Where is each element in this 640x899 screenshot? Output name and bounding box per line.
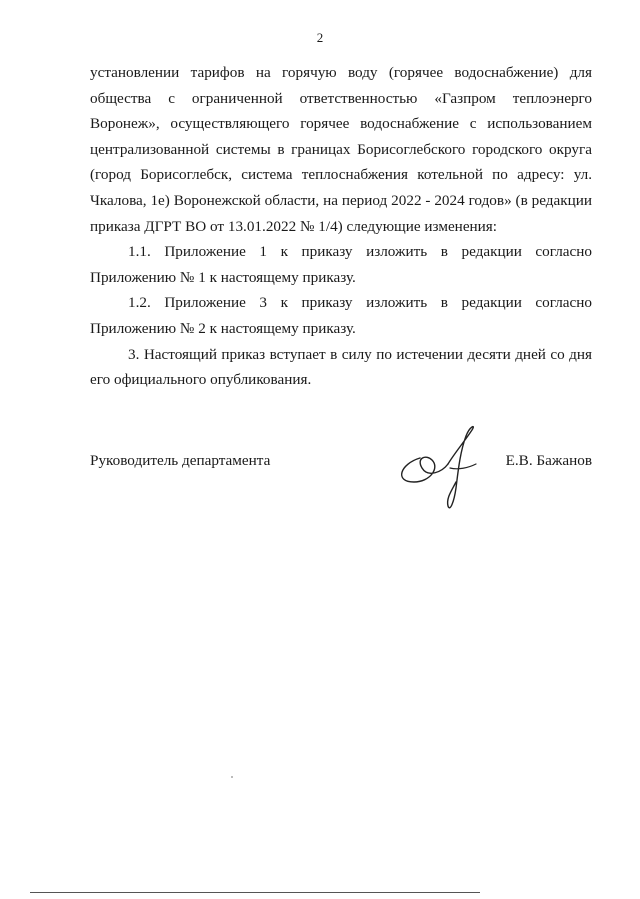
scan-artifact — [231, 776, 233, 778]
signatory-position: Руководитель департамента — [90, 452, 271, 469]
paragraph-item-3: 3. Настоящий приказ вступает в силу по истечении десяти дней со дня его официального опубликования. — [90, 345, 592, 389]
handwritten-signature — [392, 424, 492, 514]
document-body — [90, 60, 592, 393]
signatory-name: Е.В. Бажанов — [505, 452, 592, 469]
paragraph-item-1-2: 1.2. Приложение 3 к приказу изложить в редакции согласно Приложению № 2 к настоящему приказу. — [90, 294, 592, 337]
paragraph-item-1-1: 1.1. Приложение 1 к приказу изложить в редакции согласно Приложению № 1 к настоящему приказу. — [90, 243, 592, 286]
page-number: 2 — [316, 30, 324, 45]
signature-block — [90, 452, 592, 532]
page-bottom-rule — [30, 892, 480, 893]
paragraph-intro: установлении тарифов на горячую воду (горячее водоснабжение) для общества с ограниченной ответственностью «Газпром теплоэнерго Воронеж», осуществляющего горячее водоснабжение с использованием централизованной системы в границах Борисоглебского городского округа (город Борисоглебск, система теплоснабжения котельной по адресу: ул. Чкалова, 1е) Воронежской области, на период 2022 - 2024 годов» (в редакции приказа ДГРТ ВО от 13.01.2022 № 1/4) следующие изменения: — [90, 64, 592, 235]
